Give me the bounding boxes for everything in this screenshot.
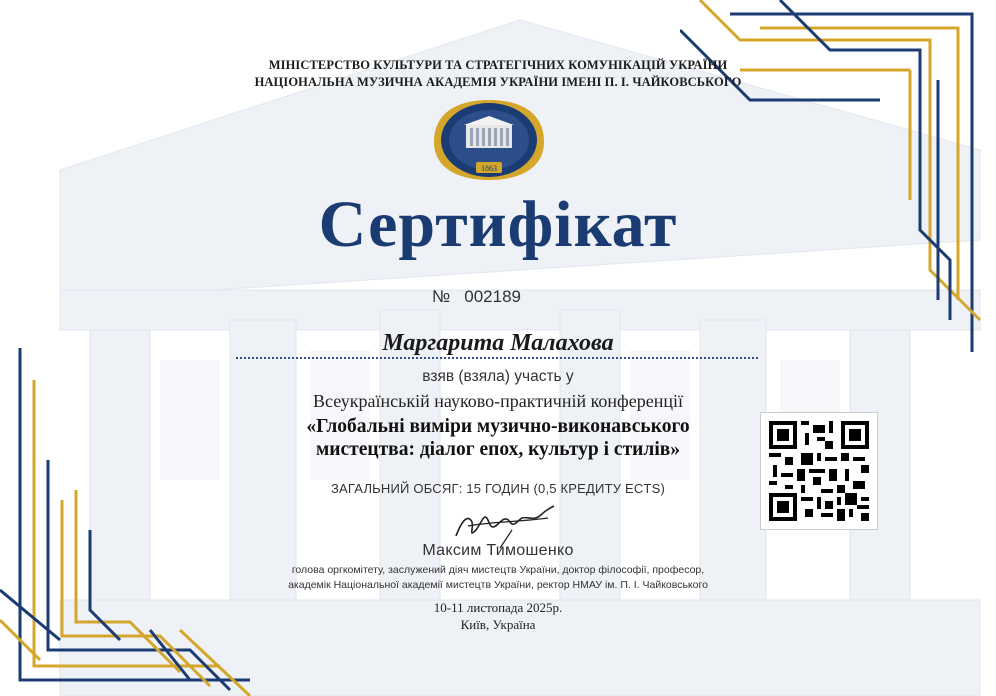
name-underline bbox=[236, 357, 758, 359]
number-value: 002189 bbox=[464, 287, 521, 306]
number-symbol: № bbox=[432, 287, 451, 306]
participation-text: взяв (взяла) участь у bbox=[422, 368, 574, 385]
signer-position bbox=[0, 563, 996, 593]
qr-code-icon bbox=[769, 421, 869, 521]
conference-title-line-2: мистецтва: діалог епох, культур і стилів» bbox=[315, 439, 681, 460]
ministry-header bbox=[0, 57, 996, 91]
recipient-name: Маргарита Малахова bbox=[382, 330, 614, 356]
ministry-line-1: МІНІСТЕРСТВО КУЛЬТУРИ ТА СТРАТЕГІЧНИХ КОМУНІКАЦІЙ УКРАЇНИ bbox=[268, 58, 728, 72]
ministry-line-2: НАЦІОНАЛЬНА МУЗИЧНА АКАДЕМІЯ УКРАЇНИ ІМЕНІ П. І. ЧАЙКОВСЬКОГО bbox=[254, 75, 742, 89]
event-date: 10-11 листопада 2025р. bbox=[433, 600, 563, 615]
qr-code[interactable] bbox=[760, 412, 878, 530]
volume-hours: ЗАГАЛЬНИЙ ОБСЯГ: 15 ГОДИН (0,5 КРЕДИТУ ECTS) bbox=[331, 481, 665, 496]
conference-type: Всеукраїнській науково-практичній конференції bbox=[313, 391, 683, 411]
certificate-title: Сертифікат bbox=[318, 188, 678, 261]
certificate-number bbox=[432, 287, 521, 307]
signer-position-line-1: голова оргкомітету, заслужений діяч мистецтв України, доктор філософії, професор, bbox=[291, 564, 705, 576]
event-place: Київ, Україна bbox=[460, 617, 536, 632]
conference-title-line-1: «Глобальні виміри музично-виконавського bbox=[306, 416, 690, 437]
signer-position-line-2: академік Національної академії мистецтв України, ректор НМАУ ім. П. І. Чайковського bbox=[288, 579, 708, 591]
academy-emblem-icon bbox=[428, 98, 550, 182]
emblem-year: 1863 bbox=[481, 164, 497, 173]
signer-name: Максим Тимошенко bbox=[422, 542, 574, 559]
